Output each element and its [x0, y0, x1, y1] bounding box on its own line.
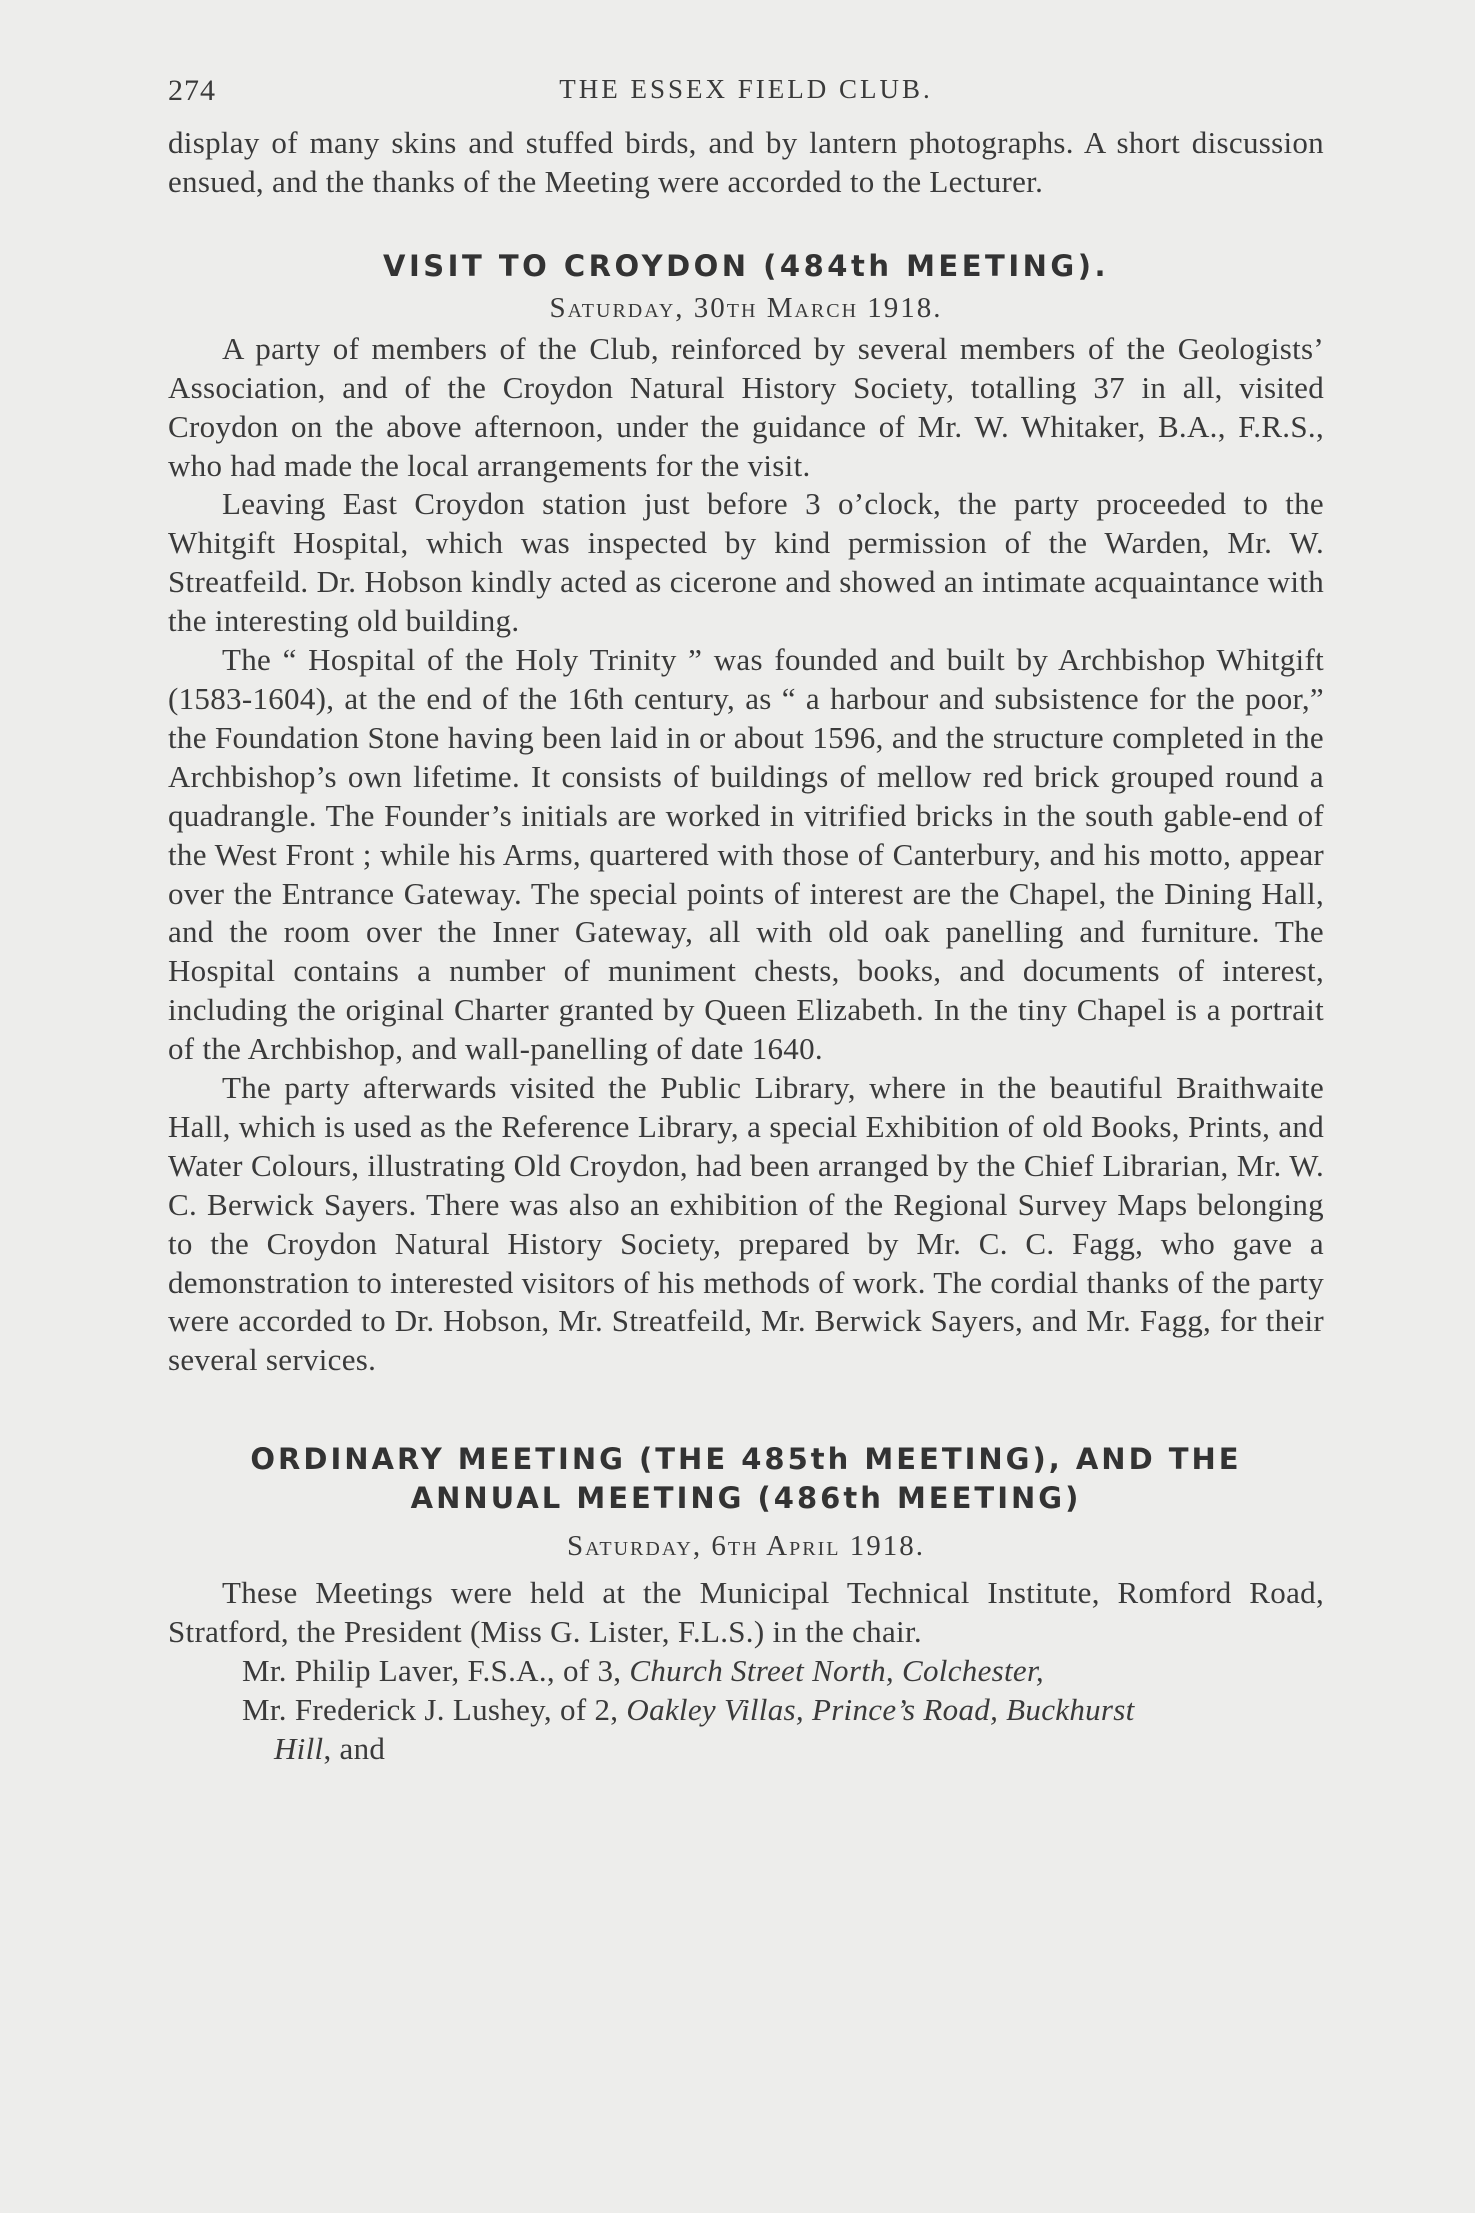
paragraph-holy-trinity: The “ Hospital of the Holy Trinity ” was founded and built by Archbishop Whitgift (1583-1604), at the end of the 16th century, as “ a harbour and subsistence for the poor,” the Foundation Stone having been laid in or about 1596, and the structure completed in the Archbishop’s own lifetime. It consists of buildings of mellow red brick grouped round a quadrangle. The Founder’s initials are worked in vitrified bricks in the south gable-end of the West Front ; while his Arms, quartered with those of Canterbury, and his motto, appear over the Entrance Gateway. The special points of interest are the Chapel, the Dining Hall, and the room over the Inner Gateway, all with old oak panelling and furniture. The Hospital contains a number of muniment chests, books, and documents of interest, including the original Charter granted by Queen Elizabeth. In the tiny Chapel is a portrait of the Archbishop, and wall-panelling of date 1640.	[168, 642, 1324, 1067]
paragraph-whitgift-hospital: Leaving East Croydon station just before 3 o’clock, the party proceeded to the Whitgift Hospital, which was inspected by kind permission of the Warden, Mr. W. Streatfeild. Dr. Hobson kindly acted as cicerone and showed an intimate acquaintance with the interesting old building.	[168, 486, 1324, 639]
nominee-lushey-continued	[168, 1730, 1324, 1769]
nominee-address: Oakley Villas, Prince’s Road, Buckhurst	[626, 1692, 1135, 1727]
intro-paragraph: display of many skins and stuffed birds, and by lantern photographs. A short discussion ensued, and the thanks of the Meeting were accorded to the Lecturer.	[168, 125, 1324, 199]
nominee-address-continued: Hill	[274, 1730, 324, 1766]
paragraph-public-library: The party afterwards visited the Public Library, where in the beautiful Braithwaite Hall, which is used as the Reference Library, a special Exhibition of old Books, Prints, and Water Colours, illustrating Old Croydon, had been arranged by the Chief Librarian, Mr. W. C. Berwick Sayers. There was also an exhibition of the Regional Survey Maps belonging to the Croydon Natural History Society, prepared by Mr. C. C. Fagg, who gave a demonstration to interested visitors of his methods of work. The cordial thanks of the party were accorded to Dr. Hobson, Mr. Streatfeild, Mr. Berwick Sayers, and Mr. Fagg, for their several services.	[168, 1070, 1324, 1378]
section-date-croydon: Saturday, 30th March 1918.	[549, 291, 943, 324]
section-heading-ordinary-meeting: ORDINARY MEETING (THE 485th MEETING), AND THE	[250, 1442, 1242, 1477]
section-date-annual: Saturday, 6th April 1918.	[567, 1530, 925, 1563]
nominee-laver	[168, 1652, 1324, 1691]
section-heading-annual-meeting: ANNUAL MEETING (486th MEETING)	[410, 1481, 1082, 1516]
section-heading-croydon: VISIT TO CROYDON (484th MEETING).	[383, 248, 1109, 283]
page-number: 274	[168, 74, 216, 107]
paragraph-meeting-venue: These Meetings were held at the Municipal Technical Institute, Romford Road, Stratford, the President (Miss G. Lister, F.L.S.) in the chair.	[168, 1575, 1324, 1650]
page	[168, 70, 1324, 1769]
running-head	[168, 70, 1324, 114]
nominee-suffix: , and	[323, 1730, 386, 1766]
nominee-name: Mr. Frederick J. Lushey, of 2,	[242, 1692, 627, 1727]
nominee-lushey	[168, 1691, 1324, 1730]
nominee-address: Church Street North, Colchester,	[629, 1653, 1044, 1689]
nominee-name: Mr. Philip Laver, F.S.A., of 3,	[242, 1653, 630, 1689]
paragraph-party: A party of members of the Club, reinforced by several members of the Geologists’ Association, and of the Croydon Natural History Society, totalling 37 in all, visited Croydon on the above afternoon, under the guidance of Mr. W. Whitaker, B.A., F.R.S., who had made the local arrangements for the visit.	[168, 330, 1324, 483]
journal-title: THE ESSEX FIELD CLUB.	[559, 74, 933, 104]
